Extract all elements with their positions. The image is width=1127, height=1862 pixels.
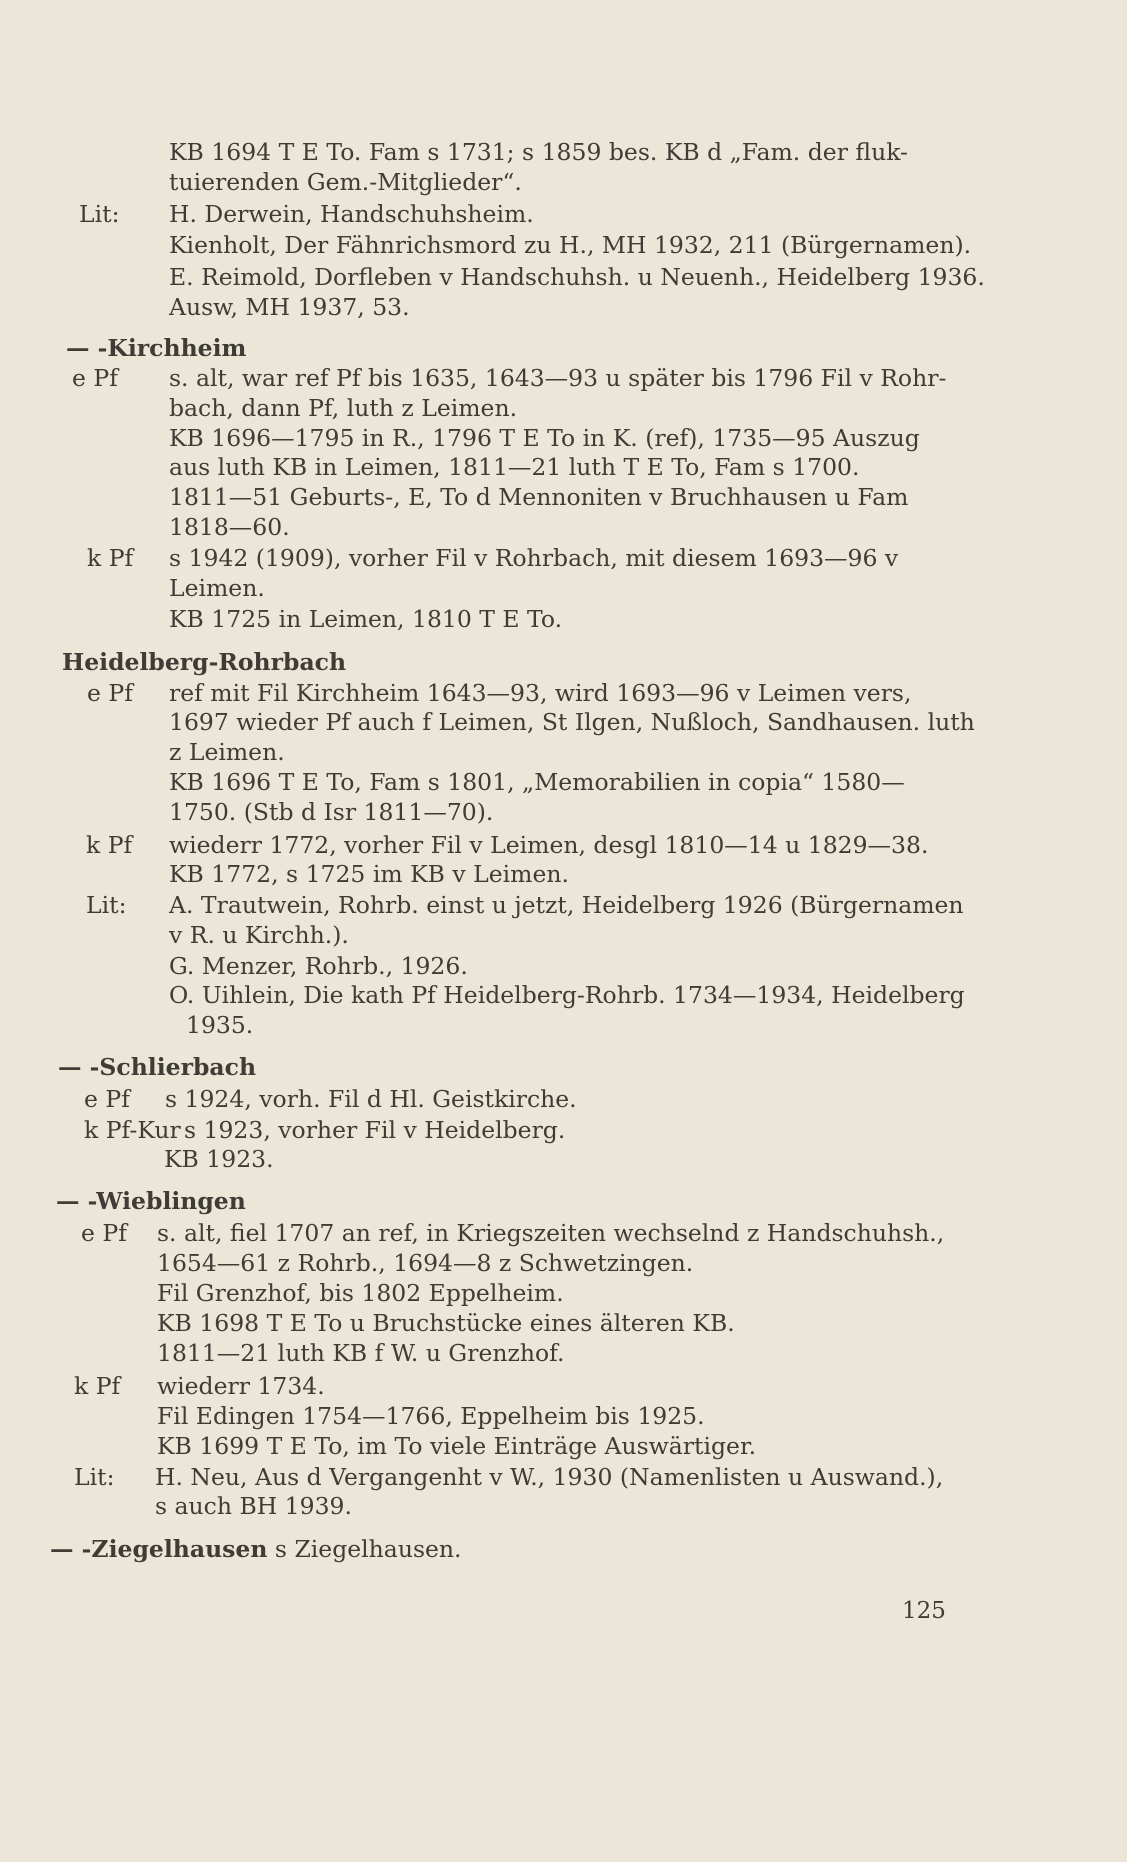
text-line: s 1924, vorh. Fil d Hl. Geistkirche. bbox=[165, 1085, 577, 1113]
text-line: bach, dann Pf, luth z Leimen. bbox=[169, 394, 518, 422]
epf-label: e Pf bbox=[81, 1219, 127, 1247]
text-line: ref mit Fil Kirchheim 1643—93, wird 1693—96 v Leimen vers, bbox=[169, 679, 912, 707]
text-line: s 1942 (1909), vorher Fil v Rohrbach, mit diesem 1693—96 v bbox=[169, 544, 899, 572]
text-line: z Leimen. bbox=[169, 738, 285, 766]
epf-label: e Pf bbox=[84, 1085, 130, 1113]
section-heading-wieblingen: — -Wieblingen bbox=[56, 1187, 246, 1215]
text-line: tuierenden Gem.-Mitglieder“. bbox=[169, 168, 522, 196]
section-heading-kirchheim: — -Kirchheim bbox=[66, 334, 247, 362]
text-line: Fil Edingen 1754—1766, Eppelheim bis 1925. bbox=[157, 1402, 705, 1430]
text-line: Kienholt, Der Fähnrichsmord zu H., MH 1932, 211 (Bürgernamen). bbox=[169, 231, 972, 259]
page-number: 125 bbox=[902, 1598, 946, 1624]
text-line: KB 1923. bbox=[164, 1145, 274, 1173]
text-line: s. alt, war ref Pf bis 1635, 1643—93 u später bis 1796 Fil v Rohr- bbox=[169, 364, 947, 392]
text-line: G. Menzer, Rohrb., 1926. bbox=[169, 952, 468, 980]
text-line: H. Neu, Aus d Vergangenht v W., 1930 (Namenlisten u Auswand.), bbox=[155, 1463, 944, 1491]
text-line: A. Trautwein, Rohrb. einst u jetzt, Heidelberg 1926 (Bürgernamen bbox=[169, 891, 964, 919]
lit-label: Lit: bbox=[86, 891, 127, 919]
text-line: 1750. (Stb d Isr 1811—70). bbox=[169, 798, 494, 826]
text-line: KB 1698 T E To u Bruchstücke eines älteren KB. bbox=[157, 1309, 735, 1337]
text-line: 1811—51 Geburts-, E, To d Mennoniten v Bruchhausen u Fam bbox=[169, 483, 909, 511]
text-line: KB 1725 in Leimen, 1810 T E To. bbox=[169, 605, 563, 633]
kpf-label: k Pf-Kur bbox=[84, 1116, 181, 1144]
section-ziegelhausen bbox=[50, 1534, 462, 1564]
text-line: Fil Grenzhof, bis 1802 Eppelheim. bbox=[157, 1279, 564, 1307]
epf-label: e Pf bbox=[87, 679, 133, 707]
cross-reference: s Ziegelhausen. bbox=[267, 1535, 462, 1563]
text-line: v R. u Kirchh.). bbox=[169, 921, 349, 949]
text-line: 1935. bbox=[186, 1011, 254, 1039]
kpf-label: k Pf bbox=[74, 1372, 121, 1400]
section-heading-rohrbach: Heidelberg-Rohrbach bbox=[62, 648, 347, 676]
lit-label: Lit: bbox=[79, 200, 120, 228]
text-line: aus luth KB in Leimen, 1811—21 luth T E To, Fam s 1700. bbox=[169, 453, 860, 481]
text-line: 1811—21 luth KB f W. u Grenzhof. bbox=[157, 1339, 565, 1367]
section-heading-schlierbach: — -Schlierbach bbox=[58, 1053, 257, 1081]
text-line: 1818—60. bbox=[169, 513, 290, 541]
kpf-label: k Pf bbox=[87, 544, 134, 572]
text-line: E. Reimold, Dorfleben v Handschuhsh. u Neuenh., Heidelberg 1936. bbox=[169, 263, 985, 291]
text-line: Ausw, MH 1937, 53. bbox=[169, 293, 410, 321]
kpf-label: k Pf bbox=[86, 831, 133, 859]
text-line: 1697 wieder Pf auch f Leimen, St Ilgen, Nußloch, Sandhausen. luth bbox=[169, 708, 975, 736]
text-line: KB 1694 T E To. Fam s 1731; s 1859 bes. KB d „Fam. der fluk- bbox=[169, 138, 908, 166]
text-line: Leimen. bbox=[169, 574, 265, 602]
text-line: KB 1772, s 1725 im KB v Leimen. bbox=[169, 860, 569, 888]
text-line: wiederr 1772, vorher Fil v Leimen, desgl 1810—14 u 1829—38. bbox=[169, 831, 929, 859]
text-line: s auch BH 1939. bbox=[155, 1492, 352, 1520]
lit-label: Lit: bbox=[74, 1463, 115, 1491]
text-line: O. Uihlein, Die kath Pf Heidelberg-Rohrb. 1734—1934, Heidelberg bbox=[169, 981, 965, 1009]
text-line: wiederr 1734. bbox=[157, 1372, 325, 1400]
text-line: H. Derwein, Handschuhsheim. bbox=[169, 200, 534, 228]
text-line: KB 1699 T E To, im To viele Einträge Auswärtiger. bbox=[157, 1432, 757, 1460]
epf-label: e Pf bbox=[72, 364, 118, 392]
text-line: KB 1696—1795 in R., 1796 T E To in K. (ref), 1735—95 Auszug bbox=[169, 424, 920, 452]
text-line: KB 1696 T E To, Fam s 1801, „Memorabilien in copia“ 1580— bbox=[169, 768, 905, 796]
text-line: s. alt, fiel 1707 an ref, in Kriegszeiten wechselnd z Handschuhsh., bbox=[157, 1219, 945, 1247]
text-line: s 1923, vorher Fil v Heidelberg. bbox=[184, 1116, 566, 1144]
section-heading-ziegelhausen: — -Ziegelhausen bbox=[50, 1535, 268, 1563]
text-line: 1654—61 z Rohrb., 1694—8 z Schwetzingen. bbox=[157, 1249, 694, 1277]
